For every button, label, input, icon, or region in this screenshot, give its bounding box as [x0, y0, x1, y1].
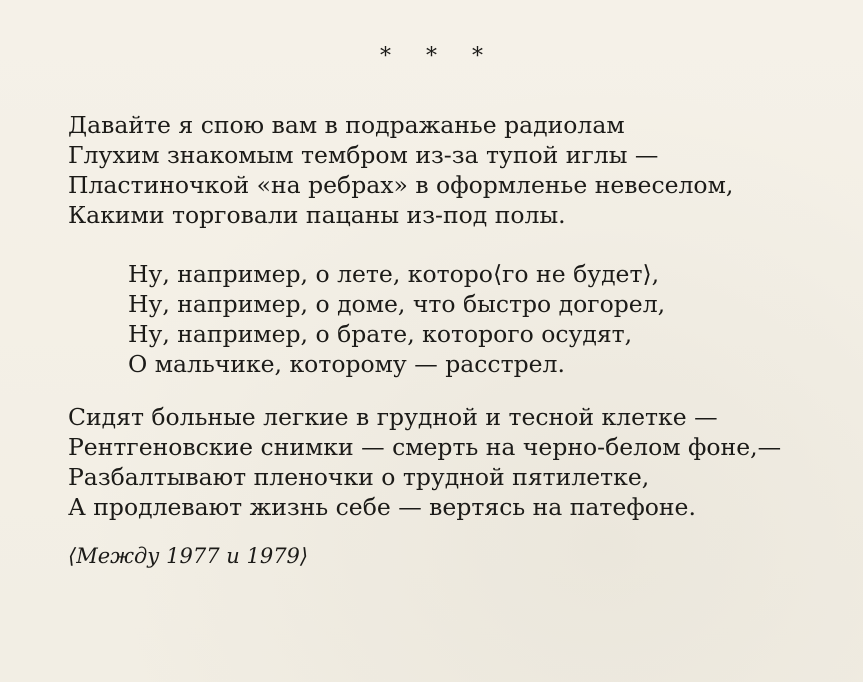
verse-line: О мальчике, которому — расстрел.	[128, 350, 565, 378]
verse-line: Давайте я спою вам в подражанье радиолам	[68, 111, 625, 139]
verse-line: Пластиночкой «на ребрах» в оформленье невеселом,	[68, 171, 734, 199]
date-note: ⟨Между 1977 и 1979⟩	[68, 544, 309, 568]
verse-line: Какими торговали пацаны из-под полы.	[68, 201, 566, 229]
section-divider: * * *	[380, 44, 497, 69]
verse-line: Ну, например, о брате, которого осудят,	[128, 320, 633, 348]
stanza-1	[68, 110, 733, 230]
verse-line: Разбалтывают пленочки о трудной пятилетке,	[68, 463, 650, 491]
verse-line: Ну, например, о лете, которо⟨го не будет⟩,	[128, 260, 660, 288]
verse-line: Глухим знакомым тембром из-за тупой иглы —	[68, 141, 659, 169]
stanza-3	[68, 402, 781, 522]
verse-line: Ну, например, о доме, что быстро догорел,	[128, 290, 666, 318]
verse-line: А продлевают жизнь себе — вертясь на патефоне.	[68, 493, 696, 521]
verse-line: Рентгеновские снимки — смерть на черно-белом фоне,—	[68, 433, 782, 461]
stanza-2	[128, 259, 665, 379]
verse-line: Сидят больные легкие в грудной и тесной клетке —	[68, 403, 718, 431]
